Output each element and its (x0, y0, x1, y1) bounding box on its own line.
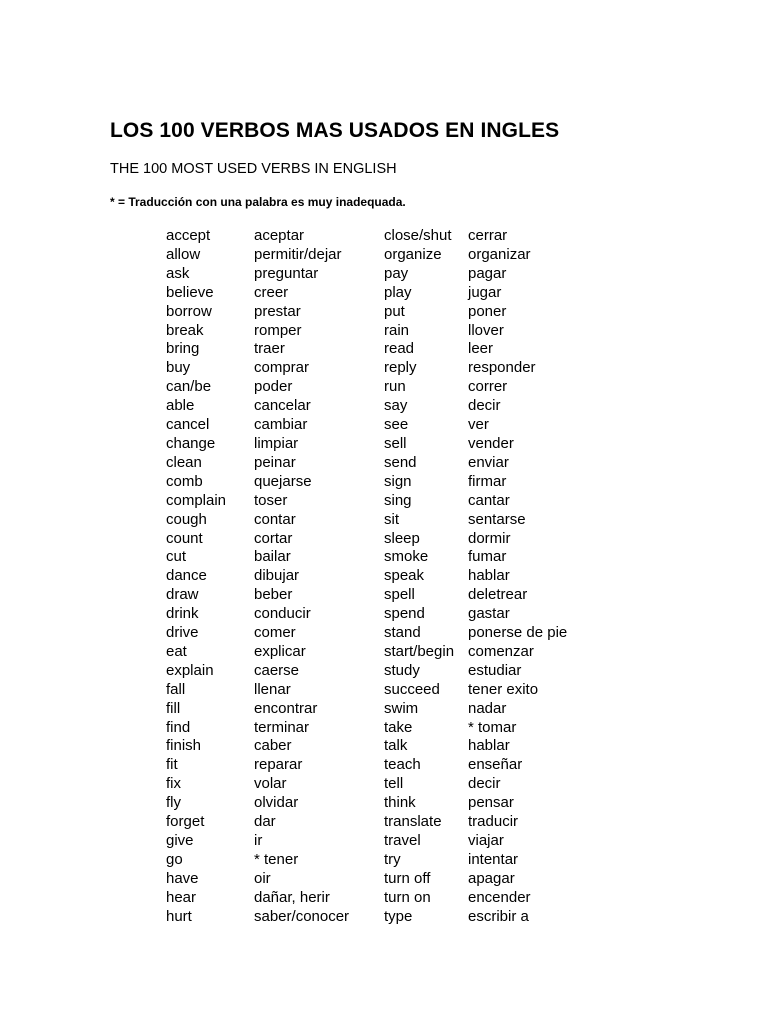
table-row (166, 511, 598, 530)
english-verb: spend (384, 605, 425, 623)
table-row (166, 700, 598, 719)
english-verb: drive (166, 624, 199, 642)
spanish-translation: cantar (468, 491, 510, 509)
english-verb: turn off (384, 869, 431, 887)
spanish-translation: explicar (254, 642, 306, 660)
english-verb: go (166, 850, 183, 868)
table-row (166, 530, 598, 549)
english-verb: change (166, 434, 216, 452)
english-verb: drink (166, 605, 199, 623)
spanish-translation: conducir (254, 605, 311, 623)
english-verb: allow (166, 245, 201, 263)
spanish-translation: limpiar (254, 434, 299, 452)
english-verb: translate (384, 813, 442, 831)
table-row (166, 265, 598, 284)
spanish-translation: ver (468, 416, 489, 434)
table-row (166, 870, 598, 889)
table-row (166, 756, 598, 775)
english-verb: fly (166, 794, 181, 812)
spanish-translation: sentarse (468, 510, 526, 528)
english-verb: run (384, 378, 406, 396)
spanish-translation: hablar (468, 737, 510, 755)
spanish-translation: encender (468, 888, 531, 906)
table-row (166, 359, 598, 378)
spanish-translation: correr (468, 378, 508, 396)
english-verb: fit (166, 756, 178, 774)
spanish-translation: firmar (468, 472, 507, 490)
table-row (166, 643, 598, 662)
spanish-translation: viajar (468, 832, 504, 849)
english-verb: cut (166, 548, 187, 566)
english-verb: count (166, 529, 203, 547)
verb-table-body (166, 227, 598, 927)
spanish-translation: cambiar (254, 416, 308, 434)
english-verb: believe (166, 283, 214, 301)
spanish-translation: creer (254, 283, 289, 301)
english-verb: give (166, 832, 194, 849)
english-verb: travel (384, 832, 421, 849)
spanish-translation: cancelar (254, 397, 311, 415)
english-verb: read (384, 340, 415, 358)
spanish-translation: apagar (468, 869, 515, 887)
table-row (166, 832, 598, 851)
english-verb: accept (166, 227, 211, 244)
verb-table (166, 227, 598, 927)
spanish-translation: toser (254, 491, 288, 509)
spanish-translation: responder (468, 359, 536, 377)
table-row (166, 662, 598, 681)
spanish-translation: llover (468, 321, 504, 339)
english-verb: play (384, 283, 412, 301)
table-row (166, 719, 598, 738)
spanish-translation: hablar (468, 567, 510, 585)
english-verb: borrow (166, 302, 212, 320)
spanish-translation: escribir a (468, 907, 529, 925)
english-verb: fix (166, 775, 181, 793)
english-verb: cough (166, 510, 207, 528)
spanish-translation: dibujar (254, 567, 300, 585)
spanish-translation: deletrear (468, 586, 528, 604)
spanish-translation: dormir (468, 529, 511, 547)
english-verb: bring (166, 340, 200, 358)
table-row (166, 227, 598, 246)
english-verb: think (384, 794, 416, 812)
table-row (166, 303, 598, 322)
spanish-translation: tener exito (468, 680, 539, 698)
table-row (166, 284, 598, 303)
spanish-translation: prestar (254, 302, 301, 320)
english-verb: try (384, 850, 401, 868)
english-verb: hurt (166, 907, 192, 925)
english-verb: draw (166, 586, 199, 604)
english-verb: able (166, 397, 195, 415)
english-verb: organize (384, 245, 442, 263)
english-verb: swim (384, 699, 419, 717)
table-row (166, 681, 598, 700)
english-verb: buy (166, 359, 191, 377)
spanish-translation: traducir (468, 813, 519, 831)
english-verb: fill (166, 699, 181, 717)
translation-note: * = Traducción con una palabra es muy inadequada. (110, 195, 406, 209)
spanish-translation: saber/conocer (254, 907, 350, 925)
spanish-translation: * tomar (468, 718, 517, 736)
table-row (166, 567, 598, 586)
table-row (166, 851, 598, 870)
english-verb: sing (384, 491, 412, 509)
english-verb: break (166, 321, 204, 339)
english-verb: ask (166, 264, 190, 282)
document-title: LOS 100 VERBOS MAS USADOS EN INGLES (110, 119, 560, 142)
spanish-translation: dañar, herir (254, 888, 330, 906)
spanish-translation: peinar (254, 453, 296, 471)
table-row (166, 794, 598, 813)
english-verb: say (384, 397, 408, 415)
english-verb: sleep (384, 529, 420, 547)
table-row (166, 548, 598, 567)
english-verb: hear (166, 888, 197, 906)
english-verb: explain (166, 661, 214, 679)
spanish-translation: reparar (254, 756, 303, 774)
spanish-translation: pagar (468, 264, 507, 282)
table-row (166, 737, 598, 756)
spanish-translation: preguntar (254, 264, 319, 282)
spanish-translation: ir (254, 832, 263, 849)
spanish-translation: nadar (468, 699, 507, 717)
english-verb: find (166, 718, 191, 736)
english-verb: eat (166, 642, 187, 660)
spanish-translation: ponerse de pie (468, 624, 568, 642)
spanish-translation: poder (254, 378, 293, 396)
spanish-translation: caber (254, 737, 292, 755)
english-verb: forget (166, 813, 205, 831)
english-verb: can/be (166, 378, 212, 396)
english-verb: cancel (166, 416, 210, 434)
spanish-translation: gastar (468, 605, 510, 623)
spanish-translation: llenar (254, 680, 291, 698)
spanish-translation: contar (254, 510, 296, 528)
english-verb: type (384, 907, 413, 925)
spanish-translation: encontrar (254, 699, 318, 717)
spanish-translation: aceptar (254, 227, 305, 244)
spanish-translation: organizar (468, 245, 531, 263)
english-verb: see (384, 416, 409, 434)
english-verb: teach (384, 756, 421, 774)
spanish-translation: romper (254, 321, 302, 339)
spanish-translation: volar (254, 775, 287, 793)
english-verb: close/shut (384, 227, 452, 244)
english-verb: smoke (384, 548, 429, 566)
english-verb: talk (384, 737, 408, 755)
table-row (166, 624, 598, 643)
english-verb: sit (384, 510, 399, 528)
english-verb: spell (384, 586, 415, 604)
spanish-translation: poner (468, 302, 507, 320)
table-row (166, 340, 598, 359)
spanish-translation: vender (468, 434, 514, 452)
table-row (166, 889, 598, 908)
table-row (166, 908, 598, 927)
english-verb: have (166, 869, 199, 887)
table-row (166, 416, 598, 435)
english-verb: pay (384, 264, 409, 282)
table-row (166, 322, 598, 341)
spanish-translation: caerse (254, 661, 300, 679)
spanish-translation: oir (254, 869, 271, 887)
spanish-translation: quejarse (254, 472, 312, 490)
table-row (166, 378, 598, 397)
english-verb: rain (384, 321, 410, 339)
english-verb: send (384, 453, 417, 471)
table-row (166, 775, 598, 794)
spanish-translation: estudiar (468, 661, 522, 679)
table-row (166, 435, 598, 454)
english-verb: sign (384, 472, 412, 490)
table-row (166, 605, 598, 624)
english-verb: study (384, 661, 420, 679)
english-verb: stand (384, 624, 421, 642)
spanish-translation: beber (254, 586, 293, 604)
english-verb: turn on (384, 888, 431, 906)
table-row (166, 813, 598, 832)
english-verb: put (384, 302, 405, 320)
table-row (166, 246, 598, 265)
spanish-translation: olvidar (254, 794, 299, 812)
spanish-translation: * tener (254, 850, 299, 868)
spanish-translation: traer (254, 340, 285, 358)
english-verb: reply (384, 359, 417, 377)
table-row (166, 473, 598, 492)
spanish-translation: decir (468, 775, 501, 793)
table-row (166, 492, 598, 511)
spanish-translation: bailar (254, 548, 291, 566)
spanish-translation: terminar (254, 718, 310, 736)
spanish-translation: comenzar (468, 642, 534, 660)
spanish-translation: pensar (468, 794, 514, 812)
english-verb: speak (384, 567, 425, 585)
spanish-translation: comer (254, 624, 296, 642)
table-row (166, 454, 598, 473)
spanish-translation: decir (468, 397, 501, 415)
english-verb: start/begin (384, 642, 455, 660)
english-verb: fall (166, 680, 186, 698)
english-verb: take (384, 718, 413, 736)
english-verb: succeed (384, 680, 440, 698)
spanish-translation: fumar (468, 548, 507, 566)
table-row (166, 586, 598, 605)
english-verb: dance (166, 567, 207, 585)
english-verb: comb (166, 472, 203, 490)
spanish-translation: comprar (254, 359, 310, 377)
spanish-translation: permitir/dejar (254, 245, 342, 263)
spanish-translation: jugar (468, 283, 502, 301)
english-verb: complain (166, 491, 227, 509)
spanish-translation: dar (254, 813, 276, 831)
table-row (166, 397, 598, 416)
english-verb: finish (166, 737, 202, 755)
document-subtitle: THE 100 MOST USED VERBS IN ENGLISH (110, 161, 397, 177)
spanish-translation: intentar (468, 850, 519, 868)
spanish-translation: cortar (254, 529, 293, 547)
english-verb: sell (384, 434, 407, 452)
spanish-translation: enseñar (468, 756, 523, 774)
english-verb: tell (384, 775, 404, 793)
spanish-translation: enviar (468, 453, 509, 471)
english-verb: clean (166, 453, 202, 471)
spanish-translation: cerrar (468, 227, 508, 244)
spanish-translation: leer (468, 340, 494, 358)
